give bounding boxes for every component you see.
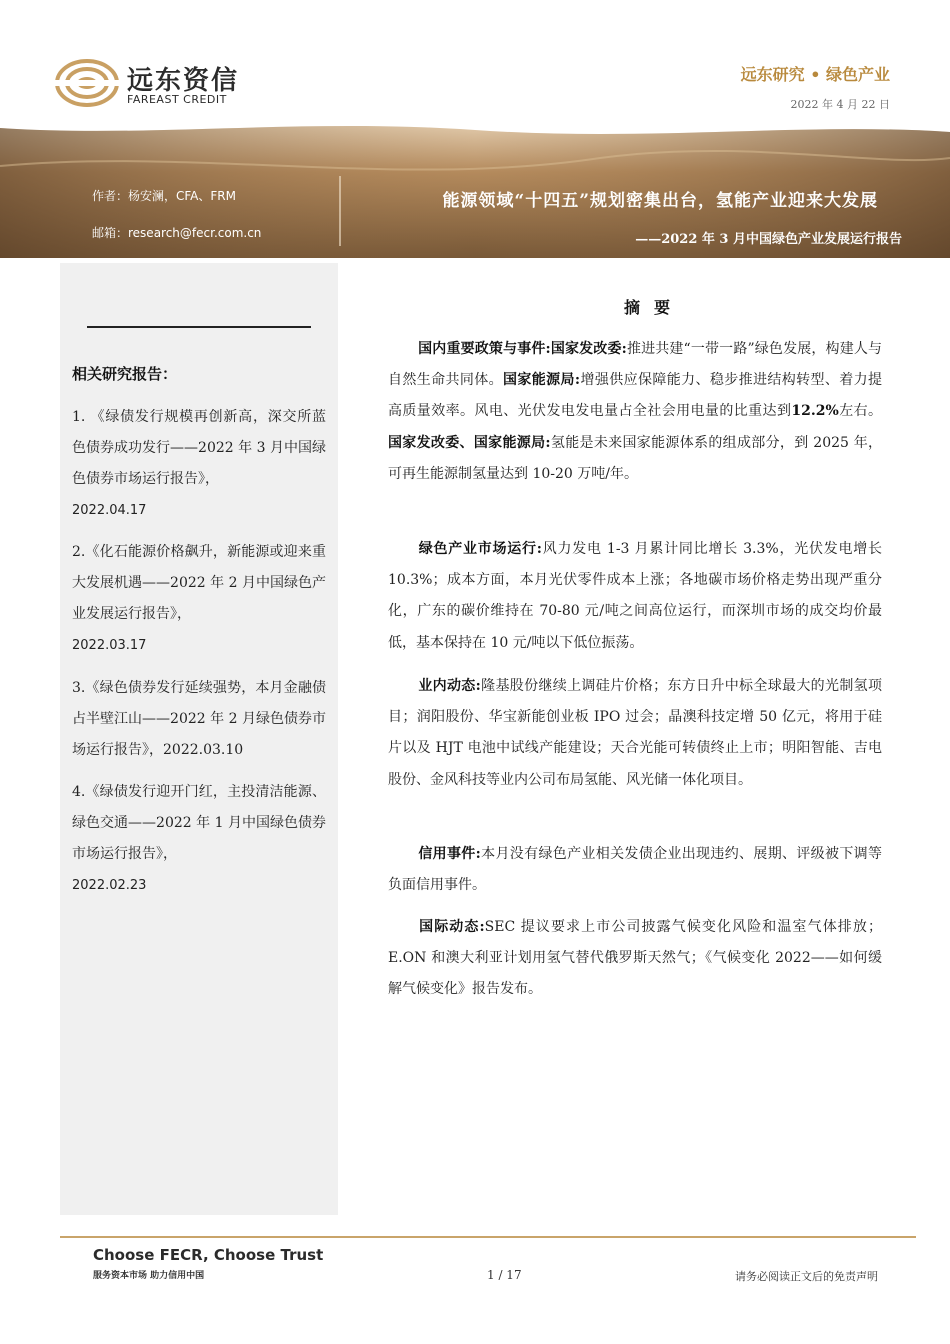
- related-report-text: 4.《绿债发行迎开门红，主投清洁能源、绿色交通——2022 年 1 月中国绿色债券市场运行报告》，: [72, 784, 326, 862]
- report-series: 远东研究 • 绿色产业: [740, 65, 890, 84]
- page-number: 1 / 17: [487, 1268, 522, 1282]
- abstract-paragraph-policy: 国内重要政策与事件:国家发改委:推进共建“一带一路”绿色发展，构建人与自然生命共同体。国家能源局:增强供应保障能力、稳步推进结构转型、着力提高质量效率。风电、光伏发电发电量占全社会用电量的比重达到12.2%左右。国家发改委、国家能源局:氢能是未来国家能源体系的组成部分，到 2025 年，可再生能源制氢量达到 10-20 万吨/年。: [388, 341, 883, 482]
- related-report-date: 2022.02.23: [72, 878, 147, 893]
- disclaimer-note: 请务必阅读正文后的免责声明: [735, 1270, 878, 1283]
- ndrc-nea-label: 国家发改委、国家能源局:: [388, 434, 551, 451]
- nea-label: 国家能源局:: [503, 372, 581, 389]
- footer-tagline: 服务资本市场 助力信用中国: [93, 1271, 205, 1281]
- report-subtitle: ——2022 年 3 月中国绿色产业发展运行报告: [635, 232, 902, 247]
- market-label: 绿色产业市场运行:: [418, 541, 542, 557]
- related-report-date: 2022.04.17: [72, 503, 147, 518]
- related-report-date: 2022.03.17: [72, 638, 147, 653]
- report-title: 能源领域“十四五”规划密集出台，氢能产业迎来大发展: [442, 191, 878, 211]
- footer-slogan: Choose FECR, Choose Trust: [93, 1246, 324, 1264]
- brand-name-cn: 远东资信: [127, 66, 240, 96]
- abstract-paragraph-credit: 信用事件:本月没有绿色产业相关发债企业出现违约、展期、评级被下调等负面信用事件。: [388, 846, 882, 894]
- author-line: 作者：杨安澜，CFA、FRM: [92, 189, 236, 203]
- abstract-title: 摘要: [624, 298, 685, 317]
- industry-label: 业内动态:: [418, 678, 481, 694]
- sidebar-divider: [87, 326, 311, 328]
- report-date: 2022 年 4 月 22 日: [790, 98, 890, 111]
- related-report-item[interactable]: [72, 777, 326, 901]
- footer-divider: [60, 1236, 916, 1238]
- related-report-text: 1. 《绿债发行规模再创新高，深交所蓝色债券成功发行——2022 年 3 月中国绿色债券市场运行报告》，: [72, 409, 326, 487]
- email-line: 邮箱：research@fecr.com.cn: [92, 226, 262, 240]
- fareast-logo-icon: [55, 58, 119, 108]
- credit-label: 信用事件:: [418, 846, 481, 862]
- abstract-paragraph-international: 国际动态:SEC 提议要求上市公司披露气候变化风险和温室气体排放；E.ON 和澳大利亚计划用氢气替代俄罗斯天然气；《气候变化 2022——如何缓解气候变化》报告发布。: [388, 919, 882, 998]
- related-report-item[interactable]: [72, 402, 326, 526]
- abstract-paragraph-industry: 业内动态:隆基股份继续上调硅片价格；东方日升中标全球最大的光制氢项目；润阳股份、华宝新能创业板 IPO 过会；晶澳科技定增 50 亿元，将用于硅片以及 HJT 电池中试线产能建设；天合光能可转债终止上市；明阳智能、吉电股份、金风科技等业内公司布局氢能、风光储一体化项目。: [388, 678, 882, 788]
- related-reports-heading: 相关研究报告：: [72, 365, 178, 383]
- sidebar-related-reports: [60, 263, 338, 1215]
- abstract-paragraph-market: 绿色产业市场运行:风力发电 1-3 月累计同比增长 3.3%，光伏发电增长 10.3%；成本方面，本月光伏零件成本上涨；各地碳市场价格走势出现严重分化，广东的碳价维持在 70-80 元/吨之间高位运行，而深圳市场的成交均价最低，基本保持在 10 元/吨以下低位振荡。: [388, 541, 882, 651]
- related-report-text: 3.《绿色债券发行延续强势，本月金融债占半壁江山——2022 年 2 月绿色债券市场运行报告》，2022.03.10: [72, 680, 326, 758]
- ndrc-label: 国家发改委:: [550, 341, 627, 357]
- related-report-text: 2.《化石能源价格飙升，新能源或迎来重大发展机遇——2022 年 2 月中国绿色产业发展运行报告》，: [72, 544, 326, 622]
- policy-label: 国内重要政策与事件:: [418, 341, 551, 357]
- related-report-item[interactable]: [72, 537, 326, 661]
- related-report-item[interactable]: [72, 673, 326, 766]
- international-label: 国际动态:: [418, 919, 485, 935]
- share-value: 12.2%: [791, 403, 839, 420]
- brand-name-en: FAREAST CREDIT: [127, 93, 227, 106]
